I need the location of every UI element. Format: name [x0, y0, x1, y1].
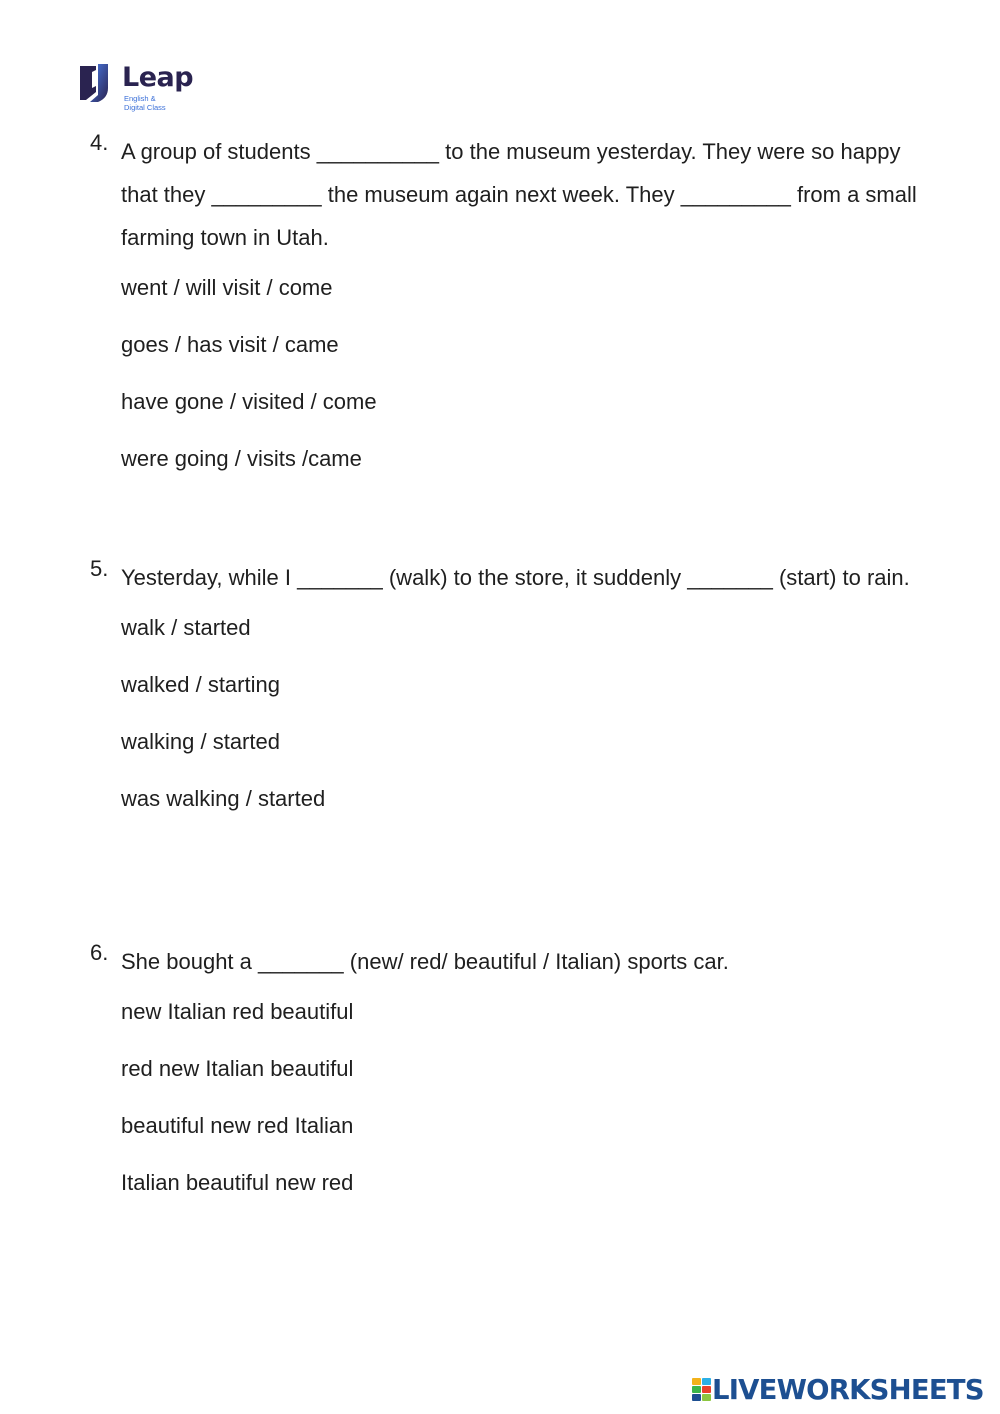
- option-list: [90, 259, 940, 487]
- question-number: 4.: [90, 130, 109, 155]
- answer-option[interactable]: red new Italian beautiful: [121, 1056, 354, 1081]
- question-text: She bought a _______ (new/ red/ beautiful / Italian) sports car.: [121, 949, 729, 974]
- leap-logo-icon: [78, 62, 118, 104]
- leap-logo: [78, 60, 208, 116]
- option-list: [90, 599, 940, 827]
- liveworksheets-icon: [692, 1378, 712, 1402]
- logo-subtitle-line1: English &: [124, 94, 156, 103]
- question-text: A group of students __________ to the museum yesterday. They were so happy that they _________ the museum again next week. They _________ from a small farming town in Utah.: [121, 139, 917, 250]
- question-number: 6.: [90, 940, 109, 965]
- answer-option[interactable]: have gone / visited / come: [121, 389, 377, 414]
- answer-option[interactable]: beautiful new red Italian: [121, 1113, 354, 1138]
- liveworksheets-wordmark: LIVEWORKSHEETS: [712, 1374, 984, 1406]
- question-stem: [90, 130, 940, 259]
- logo-subtitle-line2: Digital Class: [124, 103, 166, 112]
- answer-option[interactable]: walk / started: [121, 615, 251, 640]
- question-stem: [90, 556, 940, 599]
- question-5: [90, 556, 940, 827]
- answer-option[interactable]: walked / starting: [121, 672, 280, 697]
- answer-option[interactable]: went / will visit / come: [121, 275, 333, 300]
- answer-option[interactable]: Italian beautiful new red: [121, 1170, 354, 1195]
- question-text: Yesterday, while I _______ (walk) to the store, it suddenly _______ (start) to rain.: [121, 565, 910, 590]
- logo-wordmark: Leap: [122, 62, 194, 93]
- liveworksheets-logo: [692, 1372, 992, 1408]
- answer-option[interactable]: goes / has visit / came: [121, 332, 339, 357]
- answer-option[interactable]: walking / started: [121, 729, 280, 754]
- question-6: [90, 940, 940, 1211]
- question-number: 5.: [90, 556, 109, 581]
- answer-option[interactable]: were going / visits /came: [121, 446, 362, 471]
- answer-option[interactable]: was walking / started: [121, 786, 326, 811]
- option-list: [90, 983, 940, 1211]
- question-4: [90, 130, 940, 487]
- question-stem: [90, 940, 940, 983]
- answer-option[interactable]: new Italian red beautiful: [121, 999, 354, 1024]
